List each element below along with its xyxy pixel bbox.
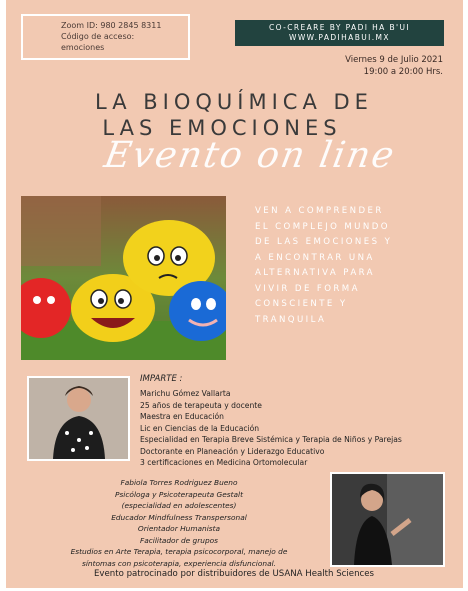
zoom-code: emociones xyxy=(61,43,105,52)
speaker2-line: síntomas con psicoterapia, experiencia disfuncional. xyxy=(81,558,276,568)
speaker1-line: Maestra en Educación xyxy=(140,412,224,421)
intro-line: CONSCIENTE Y xyxy=(255,299,348,309)
speaker1-line: 3 certificaciones en Medicina Ortomolecular xyxy=(140,458,308,467)
zoom-info-box xyxy=(21,14,190,60)
speaker2-line: Estudios en Arte Terapia, terapia psicocorporal, manejo de xyxy=(70,547,288,556)
intro-line: ALTERNATIVA PARA xyxy=(255,268,375,278)
event-intro-text xyxy=(255,204,455,328)
speaker1-line: Marichu Gómez Vallarta xyxy=(140,389,231,398)
event-online-script: Evento on line xyxy=(101,135,399,176)
speaker1-portrait xyxy=(29,378,128,459)
speaker1-line: Doctorante en Planeación y Liderazgo Educativo xyxy=(140,446,325,456)
speaker2-line: Orientador Humanista xyxy=(137,524,221,533)
title-line-2: LAS EMOCIONES xyxy=(102,116,342,140)
event-day: Viernes 9 de Julio 2021 xyxy=(345,55,443,65)
event-date xyxy=(345,54,443,78)
organizer-name: CO-CREARE BY PADI HA B'UI xyxy=(268,23,410,32)
speaker2-photo xyxy=(330,472,445,567)
emoji-balls-illustration xyxy=(21,196,226,360)
intro-line: VIVIR DE FORMA xyxy=(255,283,360,294)
organizer-box xyxy=(235,20,444,46)
speaker2-line: Psicóloga y Psicoterapeuta Gestalt xyxy=(115,489,243,499)
imparte-heading: IMPARTE : xyxy=(140,374,183,384)
left-border xyxy=(0,0,6,591)
intro-line: A ENCONTRAR UNA xyxy=(255,252,375,263)
speaker1-line: 25 años de terapeuta y docente xyxy=(140,400,262,410)
zoom-id: Zoom ID: 980 2845 8311 xyxy=(61,21,162,30)
right-border xyxy=(463,0,468,591)
intro-line: DE LAS EMOCIONES Y xyxy=(255,237,393,247)
sponsor-footer: Evento patrocinado por distribuidores de USANA Health Sciences xyxy=(93,569,375,579)
speaker1-line: Especialidad en Terapia Breve Sistémica y Terapia de Niños y Parejas xyxy=(140,435,402,444)
intro-line: VEN A COMPRENDER xyxy=(255,206,384,216)
organizer-website[interactable]: WWW.PADIHABUI.MX xyxy=(289,33,390,42)
speaker2-portrait xyxy=(332,474,443,565)
speaker2-line: Facilitador de grupos xyxy=(139,535,219,545)
speaker2-bio xyxy=(40,477,318,569)
speaker1-line: Lic en Ciencias de la Educación xyxy=(140,423,260,433)
emoji-balls-photo xyxy=(21,196,226,360)
intro-line: TRANQUILA xyxy=(255,314,327,325)
event-time: 19:00 a 20:00 Hrs. xyxy=(363,67,443,77)
title-line-1: LA BIOQUÍMICA DE xyxy=(95,90,373,114)
speaker1-bio xyxy=(140,388,402,469)
intro-line: EL COMPLEJO MUNDO xyxy=(255,221,390,232)
speaker1-photo xyxy=(27,376,130,461)
speaker2-line: (especialidad en adolescentes) xyxy=(121,501,237,510)
speaker2-line: Educador Mindfulness Transpersonal xyxy=(111,512,247,522)
speaker2-line: Fabiola Torres Rodriguez Bueno xyxy=(120,478,238,487)
zoom-code-label: Código de acceso: xyxy=(61,32,135,41)
